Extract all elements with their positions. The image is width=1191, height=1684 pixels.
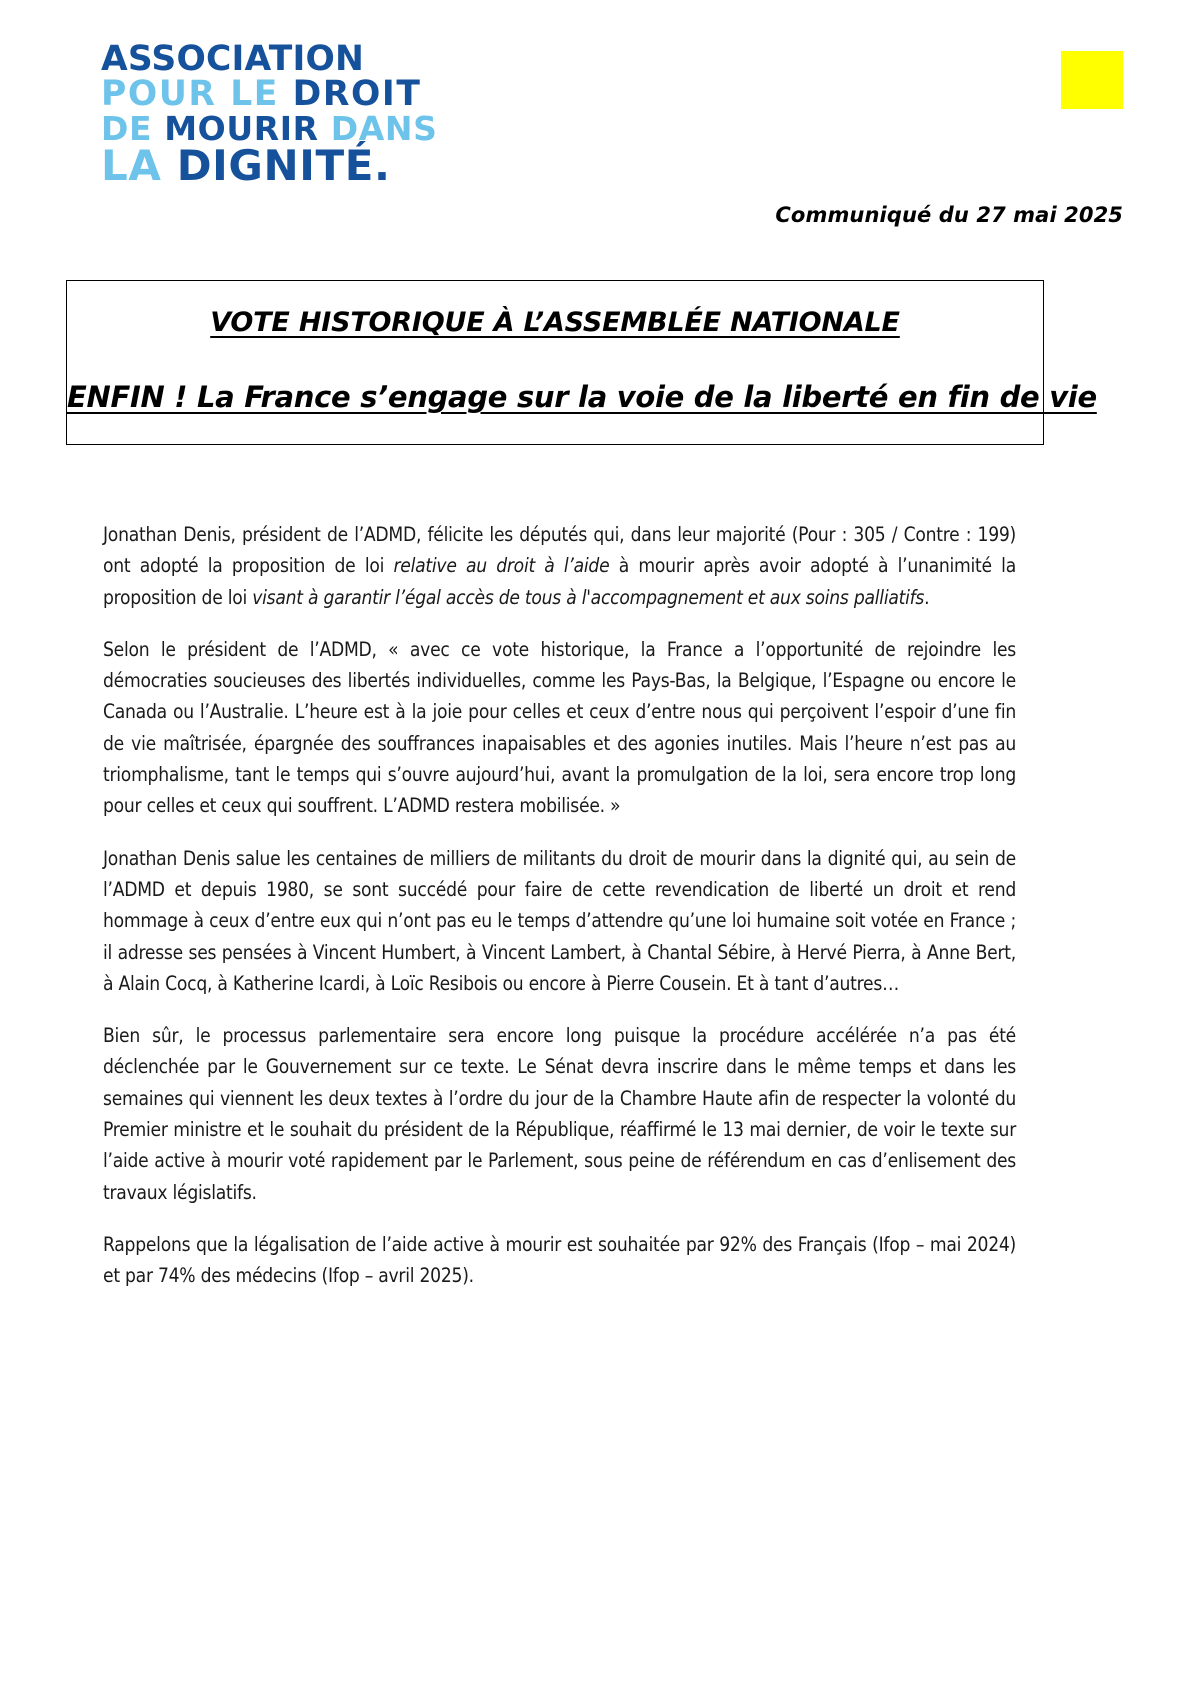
text-run: Rappelons que la légalisation de l’aide active à mourir est souhaitée par 92% des Français (Ifop – mai 2024) et par 74% des médecins (Ifop – avril 2025). [103,1232,1016,1288]
text-run: Jonathan Denis, président de l’ADMD, félicite les députés qui, dans leur majorité (Pour : 305 / Contre : 199) ont adopté la proposition de loi [103,523,1016,578]
logo-text-dignite: DIGNITÉ. [176,141,391,190]
paragraph-3 [103,843,1016,999]
logo-line-2 [101,74,422,114]
logo-text-pour-le: POUR LE [101,74,293,114]
admd-logo [101,39,438,190]
logo-text-mourir: MOURIR [164,109,331,148]
paragraph-2 [103,634,1016,822]
page-title-secondary-text: ENFIN ! La France s’engage sur la voie de la liberté en fin de vie [67,380,1097,414]
text-run: Bien sûr, le processus parlementaire sera encore long puisque la procédure accélérée n’a pas été déclenchée par le Gouvernement sur ce texte. Le Sénat devra inscrire dans le même temps et dans les semaines qui viennent les deux textes à l’ordre du jour de la Chambre Haute afin de respecter la volonté du Premier ministre et le souhait du président de la République, réaffirmé le 13 mai dernier, de voir le texte sur l’aide active à mourir voté rapidement par le Parlement, sous peine de référendum en cas d’enlisement des travaux législatifs. [103,1024,1016,1204]
document-header [0,0,1191,250]
communique-date: Communiqué du 27 mai 2025 [775,203,1123,227]
page-title-secondary [67,380,1097,414]
page-title-primary-text: VOTE HISTORIQUE À L’ASSEMBLÉE NATIONALE [210,307,900,338]
logo-text-la: LA [101,141,177,190]
logo-text-de: DE [101,109,165,148]
italic-run: relative au droit à l’aide [393,554,610,578]
logo-line-1 [101,39,365,79]
logo-text-dans: DANS [330,109,438,148]
document-body [103,519,1016,1292]
text-run: Jonathan Denis salue les centaines de milliers de militants du droit de mourir dans la dignité qui, au sein de l’ADMD et depuis 1980, se sont succédé pour faire de cette revendication de liberté un droit et rend hommage à ceux d’entre eux qui n’ont pas eu le temps d’attendre qu’une loi humaine soit votée en France ; il adresse ses pensées à Vincent Humbert, à Vincent Lambert, à Chantal Sébire, à Hervé Pierra, à Anne Bert, à Alain Cocq, à Katherine Icardi, à Loïc Resibois ou encore à Pierre Cousein. Et à tant d’autres… [103,846,1016,995]
text-run: . [924,585,930,609]
page-title-primary [67,307,1043,338]
title-box [66,280,1097,445]
text-run: à mourir après avoir adopté à l’unanimité la proposition de loi [103,554,1016,609]
title-box-inner [67,307,1097,414]
logo-line-4 [101,141,391,190]
yellow-accent-square [1061,51,1123,109]
text-run: Selon le président de l’ADMD, « avec ce vote historique, la France a l’opportunité de rejoindre les démocraties soucieuses des libertés individuelles, comme les Pays-Bas, la Belgique, l’Espagne ou encore le Canada ou l’Australie. L’heure est à la joie pour celles et ceux d’entre nous qui perçoivent l’espoir d’une fin de vie maîtrisée, épargnée des souffrances inapaisables et des agonies inutiles. Mais l’heure n’est pas au triomphalisme, tant le temps qui s’ouvre aujourd’hui, avant la promulgation de la loi, sera encore trop long pour celles et ceux qui souffrent. L’ADMD restera mobilisée. » [103,637,1016,818]
paragraph-4 [103,1020,1016,1208]
italic-run: visant à garantir l’égal accès de tous à l'accompagnement et aux soins palliatifs [252,585,925,609]
logo-yellow-underbar [101,188,419,202]
logo-text-droit: DROIT [292,74,422,114]
logo-text-association: ASSOCIATION [101,39,365,79]
paragraph-5 [103,1229,1016,1292]
paragraph-1 [103,519,1016,613]
